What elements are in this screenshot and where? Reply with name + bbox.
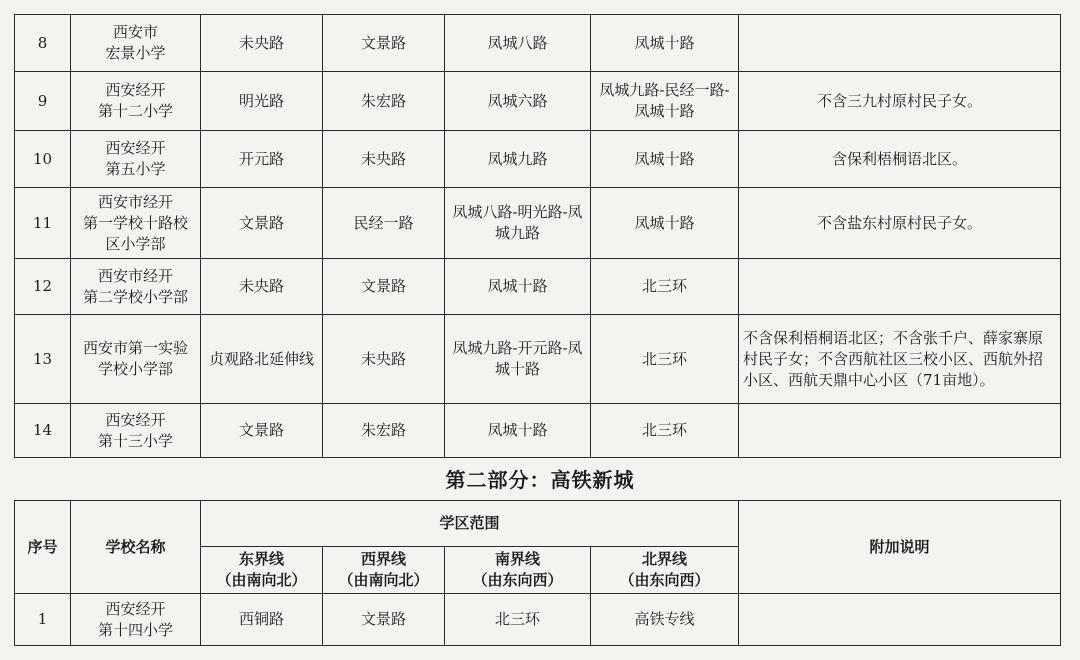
school-name: 西安经开 第十三小学: [71, 404, 201, 458]
additional-note: [739, 404, 1061, 458]
west-boundary: 未央路: [323, 131, 445, 188]
north-boundary: 凤城十路: [591, 188, 739, 259]
north-boundary: 凤城十路: [591, 131, 739, 188]
header-north-boundary: 北界线 （由东向西）: [591, 547, 739, 594]
east-boundary: 文景路: [201, 404, 323, 458]
header-additional-note: 附加说明: [739, 501, 1061, 594]
south-boundary: 凤城八路-明光路-凤城九路: [445, 188, 591, 259]
school-district-table-part2: [14, 500, 1061, 646]
west-boundary: 文景路: [323, 594, 445, 646]
north-boundary: 北三环: [591, 259, 739, 315]
table-row: [15, 404, 1061, 458]
additional-note: [739, 259, 1061, 315]
row-number: 12: [15, 259, 71, 315]
west-boundary: 朱宏路: [323, 404, 445, 458]
table-row: [15, 15, 1061, 72]
table-row: [15, 131, 1061, 188]
row-number: 9: [15, 72, 71, 131]
west-boundary: 朱宏路: [323, 72, 445, 131]
header-east-boundary: 东界线 （由南向北）: [201, 547, 323, 594]
school-name: 西安经开 第十四小学: [71, 594, 201, 646]
south-boundary: 凤城十路: [445, 259, 591, 315]
row-number: 1: [15, 594, 71, 646]
row-number: 13: [15, 315, 71, 404]
school-name: 西安市 宏景小学: [71, 15, 201, 72]
west-boundary: 民经一路: [323, 188, 445, 259]
north-boundary: 北三环: [591, 315, 739, 404]
south-boundary: 凤城八路: [445, 15, 591, 72]
school-name: 西安经开 第五小学: [71, 131, 201, 188]
header-west-boundary: 西界线 （由南向北）: [323, 547, 445, 594]
east-boundary: 开元路: [201, 131, 323, 188]
header-school-name: 学校名称: [71, 501, 201, 594]
west-boundary: 文景路: [323, 259, 445, 315]
row-number: 11: [15, 188, 71, 259]
east-boundary: 文景路: [201, 188, 323, 259]
school-district-table-part1: [14, 14, 1061, 458]
table-row: [15, 259, 1061, 315]
additional-note: 不含三九村原村民子女。: [739, 72, 1061, 131]
school-name: 西安经开 第十二小学: [71, 72, 201, 131]
additional-note: 不含保利梧桐语北区；不含张千户、薛家寨原村民子女；不含西航社区三校小区、西航外招小区、西航天鼎中心小区（71亩地）。: [739, 315, 1061, 404]
additional-note: 不含盐东村原村民子女。: [739, 188, 1061, 259]
table-row: [15, 188, 1061, 259]
south-boundary: 凤城九路-开元路-凤城十路: [445, 315, 591, 404]
west-boundary: 未央路: [323, 315, 445, 404]
west-boundary: 文景路: [323, 15, 445, 72]
header-south-boundary: 南界线 （由东向西）: [445, 547, 591, 594]
additional-note: [739, 15, 1061, 72]
east-boundary: 贞观路北延伸线: [201, 315, 323, 404]
south-boundary: 凤城六路: [445, 72, 591, 131]
section-title: 第二部分：高铁新城: [445, 468, 635, 492]
south-boundary: 凤城九路: [445, 131, 591, 188]
header-district-range: 学区范围: [201, 501, 739, 547]
school-name: 西安市经开 第一学校十路校 区小学部: [71, 188, 201, 259]
header-number: 序号: [15, 501, 71, 594]
east-boundary: 西铜路: [201, 594, 323, 646]
south-boundary: 凤城十路: [445, 404, 591, 458]
north-boundary: 北三环: [591, 404, 739, 458]
north-boundary: 凤城十路: [591, 15, 739, 72]
row-number: 14: [15, 404, 71, 458]
table-row: [15, 72, 1061, 131]
north-boundary: 凤城九路-民经一路-凤城十路: [591, 72, 739, 131]
north-boundary: 高铁专线: [591, 594, 739, 646]
row-number: 10: [15, 131, 71, 188]
row-number: 8: [15, 15, 71, 72]
east-boundary: 明光路: [201, 72, 323, 131]
header-row: [15, 501, 1061, 547]
east-boundary: 未央路: [201, 15, 323, 72]
table-row: [15, 594, 1061, 646]
table-row: [15, 315, 1061, 404]
east-boundary: 未央路: [201, 259, 323, 315]
school-name: 西安市经开 第二学校小学部: [71, 259, 201, 315]
south-boundary: 北三环: [445, 594, 591, 646]
school-name: 西安市第一实验 学校小学部: [71, 315, 201, 404]
additional-note: 含保利梧桐语北区。: [739, 131, 1061, 188]
additional-note: [739, 594, 1061, 646]
